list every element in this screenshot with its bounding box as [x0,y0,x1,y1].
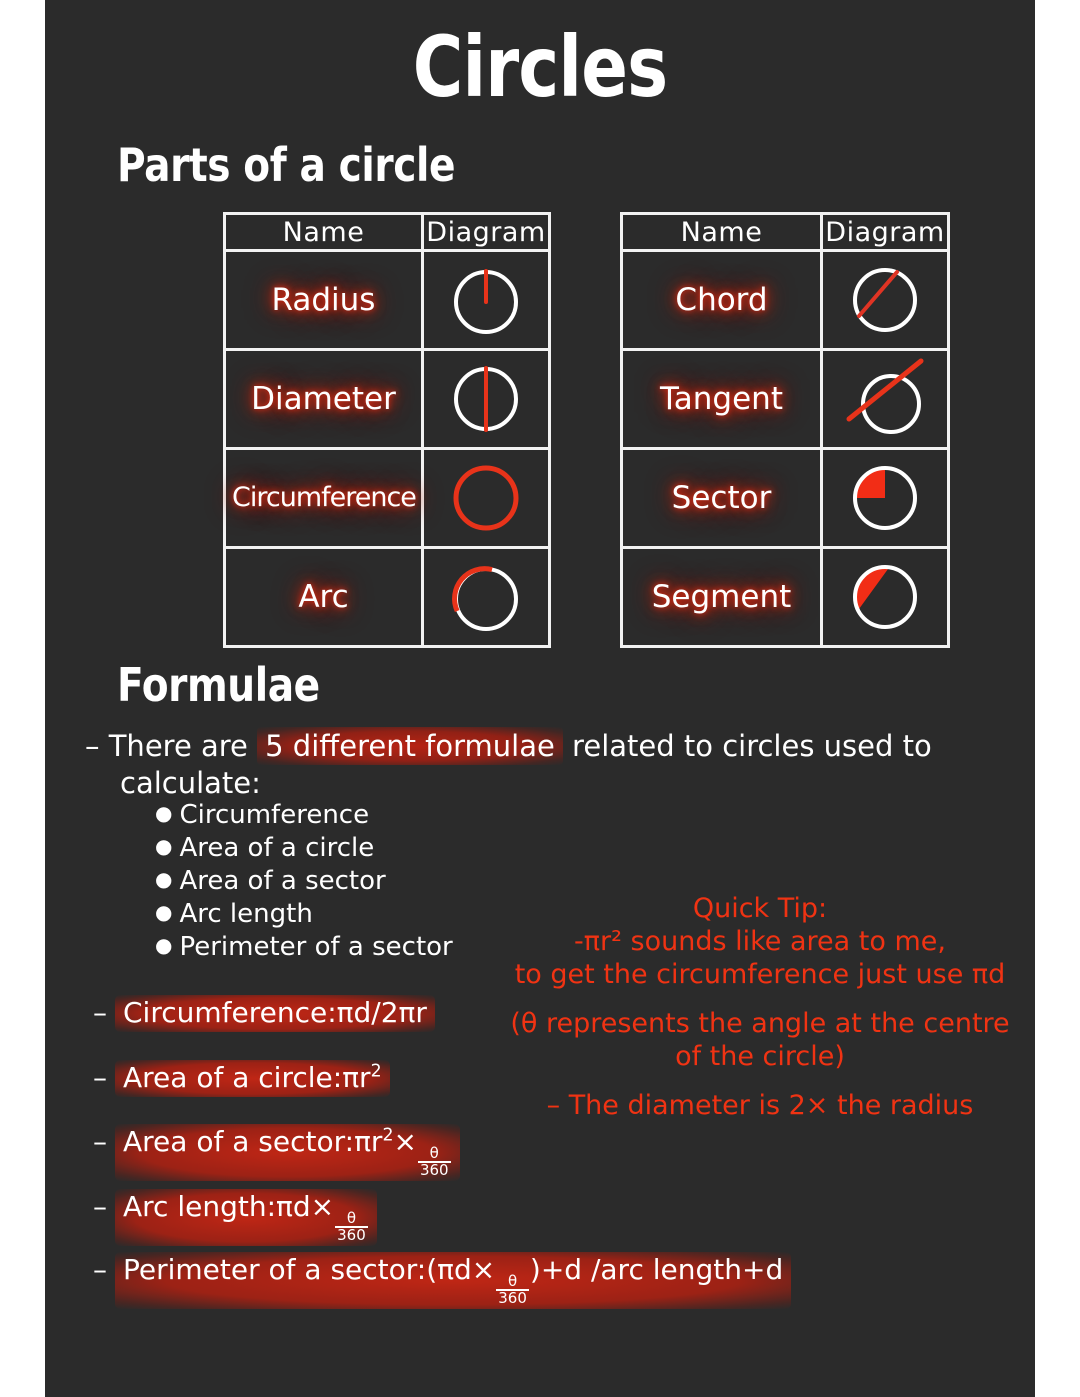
formula-label: Perimeter of a sector: [123,1253,427,1286]
intro-highlight: 5 different formulae [257,727,563,765]
sector-diagram-icon [845,458,925,538]
theta-over-360-fraction [496,1274,529,1306]
formulae-heading: Formulae [117,658,320,712]
formulae-intro-line-2: calculate: [120,766,261,800]
part-diagram-cell [423,251,550,350]
arc-diagram-icon [446,557,526,637]
dash-marker: – [93,1190,107,1223]
formula-row-area-sector [93,1124,460,1181]
fraction-denominator: 360 [337,1226,366,1244]
part-name-cell [622,251,822,350]
formula-label: Area of a circle: [123,1061,343,1094]
formula-expression: $\pi r^2$ [342,1061,382,1094]
quick-tip-line-1: -πr² sounds like area to me, [574,925,946,957]
part-diagram-cell [822,350,949,449]
bullet-label: Perimeter of a sector [179,932,453,962]
bullet-dot-icon: ● [155,867,173,891]
quick-tip-block [500,893,1020,1123]
list-item [155,899,313,929]
intro-post: related to circles used to [562,729,932,763]
poster-page [45,0,1035,1397]
bullet-label: Area of a sector [179,866,386,896]
part-name-cell [225,251,423,350]
quick-tip-line-3: (θ represents the angle at the centre [510,1007,1010,1039]
formula-row-perimeter-sector [93,1252,791,1309]
tangent-diagram-icon [843,357,927,441]
formula-expression: πd/2πr [336,996,427,1029]
column-header-diagram: Diagram [822,214,949,251]
quick-tip-line-5: – The diameter is 2× the radius [546,1089,974,1121]
bullet-dot-icon: ● [155,933,173,957]
bullet-dot-icon: ● [155,801,173,825]
circumference-diagram-icon [446,458,526,538]
fraction-numerator: θ [429,1144,439,1162]
column-header-diagram: Diagram [423,214,550,251]
part-name-cell [622,350,822,449]
table-header-row [622,214,949,251]
segment-diagram-icon [845,557,925,637]
dash-marker: – [85,729,109,763]
list-item [155,932,453,962]
dash-marker: – [93,1253,107,1286]
part-label-tangent: Tangent [659,380,783,417]
parts-table-left [223,212,551,648]
formulae-intro-line-1 [85,728,932,764]
list-item [155,833,374,863]
table-row [622,449,949,548]
bullet-dot-icon: ● [155,834,173,858]
quick-tip-title: Quick Tip: [692,893,828,924]
table-row [225,449,550,548]
part-label-sector: Sector [671,479,772,516]
part-label-circumference: Circumference [232,482,416,514]
list-item [155,800,369,830]
formula-expression: $\pi r^2\times$ $\frac{\theta}{360}$ [354,1125,449,1179]
list-item [155,866,386,896]
part-label-segment: Segment [651,578,792,615]
diameter-diagram-icon [446,359,526,439]
table-row [225,350,550,449]
bullet-label: Circumference [179,800,370,830]
formula-row-circumference [93,995,435,1032]
table-row [622,251,949,350]
bullet-label: Arc length [179,899,313,929]
table-header-row [225,214,550,251]
formula-expression: πd× $\frac{\theta}{360}$ [276,1190,366,1244]
table-row [225,251,550,350]
fraction-denominator: 360 [419,1161,449,1179]
chord-diagram-icon [845,260,925,340]
quick-tip-spacer [500,992,1020,1008]
formula-expression: (πd× $\frac{\theta}{360}$ )+d /arc length+d [426,1253,784,1307]
table-row [225,548,550,647]
formula-label: Arc length: [123,1190,277,1223]
quick-tip-spacer [500,1074,1020,1090]
part-diagram-cell [822,548,949,647]
part-name-cell [225,548,423,647]
part-label-diameter: Diameter [251,380,396,417]
formula-label: Circumference: [123,996,337,1029]
part-name-cell [225,350,423,449]
page-title: Circles [412,18,668,116]
part-name-cell [622,548,822,647]
table-row [622,350,949,449]
fraction-numerator: θ [507,1272,518,1290]
bullet-dot-icon: ● [155,900,173,924]
bullet-label: Area of a circle [179,833,375,863]
part-diagram-cell [423,449,550,548]
dash-marker: – [93,1125,107,1158]
radius-diagram-icon [446,260,526,340]
quick-tip-line-4: of the circle) [675,1040,845,1072]
part-diagram-cell [822,251,949,350]
part-label-chord: Chord [675,281,768,318]
intro-pre: There are [108,729,258,763]
part-name-cell [225,449,423,548]
part-label-arc: Arc [298,578,349,615]
dash-marker: – [93,1061,107,1094]
parts-of-a-circle-heading: Parts of a circle [117,138,456,192]
part-label-radius: Radius [271,281,376,318]
part-diagram-cell [423,350,550,449]
fraction-numerator: θ [346,1209,357,1227]
column-header-name: Name [225,214,423,251]
part-name-cell [622,449,822,548]
parts-table-right [620,212,950,648]
part-diagram-cell [423,548,550,647]
fraction-denominator: 360 [498,1289,527,1307]
formula-row-area-circle [93,1060,390,1097]
column-header-name: Name [622,214,822,251]
quick-tip-line-2: to get the circumference just use πd [514,958,1006,990]
dash-marker: – [93,996,107,1029]
theta-over-360-fraction [418,1146,451,1178]
table-row [622,548,949,647]
formula-label: Area of a sector: [123,1125,355,1158]
formula-row-arc-length [93,1189,377,1246]
theta-over-360-fraction [335,1211,368,1243]
part-diagram-cell [822,449,949,548]
